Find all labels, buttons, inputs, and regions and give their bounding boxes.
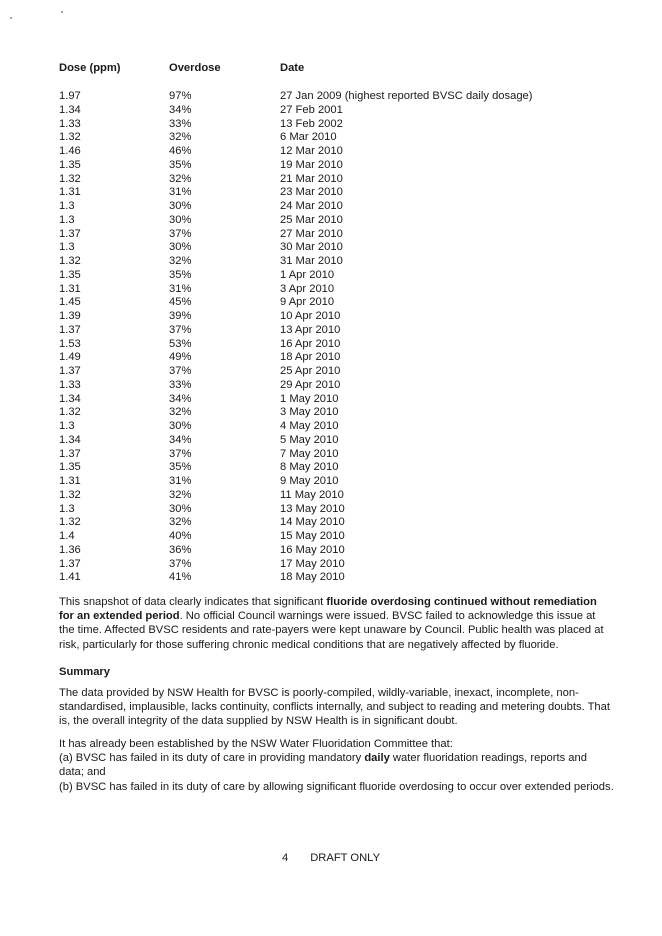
date-cell: 23 Mar 2010 bbox=[280, 186, 343, 199]
date-cell: 4 May 2010 bbox=[280, 420, 339, 432]
column-header-dose: Dose (ppm) bbox=[59, 62, 121, 74]
paragraph-text: This snapshot of data clearly indicates that significant bbox=[59, 596, 327, 608]
dose-cell: 1.53 bbox=[59, 337, 81, 350]
table-row bbox=[59, 173, 580, 187]
overdose-cell: 40% bbox=[169, 530, 192, 542]
overdose-cell: 30% bbox=[169, 213, 192, 226]
overdose-cell: 30% bbox=[169, 420, 192, 432]
date-cell: 12 Mar 2010 bbox=[280, 145, 343, 157]
table-row bbox=[59, 489, 580, 503]
overdose-cell: 97% bbox=[169, 90, 192, 102]
overdose-cell: 37% bbox=[169, 323, 192, 336]
date-cell: 3 Apr 2010 bbox=[280, 282, 335, 295]
dose-cell: 1.3 bbox=[59, 420, 75, 432]
findings-intro: It has already been established by the NSW Water Fluoridation Committee that: bbox=[59, 738, 453, 750]
table-row bbox=[59, 186, 580, 200]
overdose-cell: 32% bbox=[169, 516, 192, 529]
date-cell: 13 Feb 2002 bbox=[280, 117, 343, 130]
overdose-cell: 34% bbox=[169, 433, 192, 446]
dose-cell: 1.3 bbox=[59, 200, 75, 212]
overdose-cell: 33% bbox=[169, 117, 192, 130]
dose-cell: 1.97 bbox=[59, 90, 81, 102]
dose-cell: 1.37 bbox=[59, 227, 81, 240]
dose-cell: 1.32 bbox=[59, 255, 81, 267]
overdose-cell: 32% bbox=[169, 131, 192, 144]
date-cell: 13 May 2010 bbox=[280, 502, 345, 515]
table-row bbox=[59, 544, 580, 558]
date-cell: 13 Apr 2010 bbox=[280, 323, 341, 336]
date-cell: 9 May 2010 bbox=[280, 475, 339, 487]
overdose-cell: 32% bbox=[169, 172, 192, 185]
dose-cell: 1.35 bbox=[59, 268, 81, 281]
date-cell: 27 Mar 2010 bbox=[280, 227, 343, 240]
table-row bbox=[59, 338, 580, 352]
dose-cell: 1.3 bbox=[59, 502, 75, 515]
table-row bbox=[59, 351, 580, 365]
dose-cell: 1.46 bbox=[59, 145, 81, 157]
date-cell: 1 May 2010 bbox=[280, 392, 339, 405]
dose-cell: 1.37 bbox=[59, 557, 81, 570]
date-cell: 19 Mar 2010 bbox=[280, 158, 343, 171]
table-header-row bbox=[59, 62, 580, 90]
table-row bbox=[59, 571, 580, 585]
fluoride-dose-table bbox=[59, 62, 580, 585]
committee-findings-paragraph bbox=[59, 737, 614, 794]
table-row bbox=[59, 406, 580, 420]
dose-cell: 1.33 bbox=[59, 117, 81, 130]
dose-cell: 1.4 bbox=[59, 530, 75, 542]
date-cell: 25 Mar 2010 bbox=[280, 213, 343, 226]
finding-b: (b) BVSC has failed in its duty of care by allowing significant fluoride overdosing to occur over extended periods. bbox=[59, 780, 614, 793]
table-row bbox=[59, 200, 580, 214]
dose-cell: 1.37 bbox=[59, 323, 81, 336]
table-row bbox=[59, 324, 580, 338]
table-row bbox=[59, 118, 580, 132]
table-row bbox=[59, 269, 580, 283]
overdose-cell: 31% bbox=[169, 186, 192, 199]
table-row bbox=[59, 214, 580, 228]
date-cell: 21 Mar 2010 bbox=[280, 172, 343, 185]
date-cell: 11 May 2010 bbox=[280, 488, 344, 501]
finding-a: (a) BVSC has failed in its duty of care in providing mandatory daily water fluoridation readings, reports and data; and bbox=[59, 752, 587, 779]
paragraph-emphasis: fluoride overdosing continued without remediation for an extended period bbox=[59, 596, 597, 623]
dose-cell: 1.3 bbox=[59, 241, 75, 254]
summary-paragraph bbox=[59, 686, 614, 729]
overdose-cell: 32% bbox=[169, 406, 192, 419]
overdose-cell: 45% bbox=[169, 296, 192, 309]
overdose-cell: 31% bbox=[169, 282, 192, 295]
overdose-cell: 37% bbox=[169, 557, 192, 570]
overdose-cell: 36% bbox=[169, 543, 192, 556]
overdosing-paragraph bbox=[59, 595, 614, 652]
overdose-cell: 37% bbox=[169, 227, 192, 240]
overdose-cell: 34% bbox=[169, 103, 192, 116]
date-cell: 16 Apr 2010 bbox=[280, 337, 341, 350]
dose-cell: 1.34 bbox=[59, 433, 81, 446]
table-body bbox=[59, 90, 580, 585]
date-cell: 30 Mar 2010 bbox=[280, 241, 343, 254]
table-row bbox=[59, 434, 580, 448]
table-row bbox=[59, 159, 580, 173]
table-row bbox=[59, 448, 580, 462]
overdose-cell: 32% bbox=[169, 488, 192, 501]
dose-cell: 1.32 bbox=[59, 488, 81, 501]
paragraph-text: . No official Council warnings were issued. BVSC failed to acknowledge this issue at the time. Affected BVSC residents and rate-payers were kept unaware by Council. Public health was placed at risk, particularly for those suffering chronic medical conditions that are negatively affected by fluoride. bbox=[59, 610, 604, 651]
overdose-cell: 30% bbox=[169, 502, 192, 515]
date-cell: 7 May 2010 bbox=[280, 447, 339, 460]
date-cell: 25 Apr 2010 bbox=[280, 365, 341, 377]
overdose-cell: 34% bbox=[169, 392, 192, 405]
dose-cell: 1.35 bbox=[59, 461, 81, 474]
overdose-cell: 37% bbox=[169, 365, 192, 377]
date-cell: 18 May 2010 bbox=[280, 571, 345, 584]
dose-cell: 1.33 bbox=[59, 378, 81, 391]
table-row bbox=[59, 145, 580, 159]
overdose-cell: 53% bbox=[169, 337, 192, 350]
dose-cell: 1.32 bbox=[59, 516, 81, 529]
date-cell: 5 May 2010 bbox=[280, 433, 339, 446]
table-row bbox=[59, 516, 580, 530]
date-cell: 17 May 2010 bbox=[280, 557, 345, 570]
table-row bbox=[59, 131, 580, 145]
dose-cell: 1.37 bbox=[59, 365, 81, 377]
date-cell: 9 Apr 2010 bbox=[280, 296, 335, 309]
table-row bbox=[59, 228, 580, 242]
overdose-cell: 49% bbox=[169, 351, 192, 364]
table-row bbox=[59, 255, 580, 269]
dose-cell: 1.36 bbox=[59, 543, 81, 556]
table-row bbox=[59, 283, 580, 297]
dose-cell: 1.31 bbox=[59, 282, 81, 295]
date-cell: 6 Mar 2010 bbox=[280, 131, 337, 144]
overdose-cell: 30% bbox=[169, 200, 192, 212]
table-row bbox=[59, 104, 580, 118]
dose-cell: 1.34 bbox=[59, 392, 81, 405]
overdose-cell: 39% bbox=[169, 310, 192, 322]
date-cell: 16 May 2010 bbox=[280, 543, 345, 556]
overdose-cell: 35% bbox=[169, 461, 192, 474]
dose-cell: 1.34 bbox=[59, 103, 81, 116]
dose-cell: 1.3 bbox=[59, 213, 75, 226]
date-cell: 18 Apr 2010 bbox=[280, 351, 341, 364]
table-row bbox=[59, 310, 580, 324]
paragraph-text: The data provided by NSW Health for BVSC is poorly-compiled, wildly-variable, inexact, incomplete, non-standardised, implausible, lacks continuity, conflicts internally, and subject to reading and metering doubts. That is, the overall integrity of the data supplied by NSW Health is in significant doubt. bbox=[59, 687, 610, 728]
overdose-cell: 31% bbox=[169, 475, 192, 487]
dose-cell: 1.32 bbox=[59, 406, 81, 419]
scan-speck bbox=[10, 17, 12, 19]
date-cell: 14 May 2010 bbox=[280, 516, 345, 529]
column-header-date: Date bbox=[280, 62, 305, 74]
date-cell: 27 Feb 2001 bbox=[280, 103, 343, 116]
date-cell: 1 Apr 2010 bbox=[280, 268, 335, 281]
dose-cell: 1.32 bbox=[59, 172, 81, 185]
date-cell: 29 Apr 2010 bbox=[280, 378, 341, 391]
date-cell: 3 May 2010 bbox=[280, 406, 339, 419]
table-row bbox=[59, 461, 580, 475]
dose-cell: 1.31 bbox=[59, 475, 81, 487]
dose-cell: 1.32 bbox=[59, 131, 81, 144]
draft-label: DRAFT ONLY bbox=[310, 852, 381, 864]
table-row bbox=[59, 90, 580, 104]
dose-cell: 1.49 bbox=[59, 351, 81, 364]
page-number: 4 bbox=[281, 852, 289, 864]
date-cell: 8 May 2010 bbox=[280, 461, 339, 474]
overdose-cell: 30% bbox=[169, 241, 192, 254]
dose-cell: 1.37 bbox=[59, 447, 81, 460]
overdose-cell: 32% bbox=[169, 255, 192, 267]
table-row bbox=[59, 365, 580, 379]
table-row bbox=[59, 241, 580, 255]
table-row bbox=[59, 393, 580, 407]
table-row bbox=[59, 503, 580, 517]
page-footer bbox=[0, 852, 662, 864]
dose-cell: 1.45 bbox=[59, 296, 81, 309]
table-row bbox=[59, 420, 580, 434]
date-cell: 10 Apr 2010 bbox=[280, 310, 341, 322]
overdose-cell: 35% bbox=[169, 268, 192, 281]
table-row bbox=[59, 530, 580, 544]
table-row bbox=[59, 379, 580, 393]
overdose-cell: 37% bbox=[169, 447, 192, 460]
overdose-cell: 41% bbox=[169, 571, 192, 584]
date-cell: 31 Mar 2010 bbox=[280, 255, 343, 267]
summary-heading: Summary bbox=[59, 666, 110, 678]
dose-cell: 1.35 bbox=[59, 158, 81, 171]
dose-cell: 1.31 bbox=[59, 186, 81, 199]
dose-cell: 1.39 bbox=[59, 310, 81, 322]
scan-speck bbox=[61, 11, 63, 13]
table-row bbox=[59, 558, 580, 572]
overdose-cell: 35% bbox=[169, 158, 192, 171]
overdose-cell: 46% bbox=[169, 145, 192, 157]
dose-cell: 1.41 bbox=[59, 571, 81, 584]
overdose-cell: 33% bbox=[169, 378, 192, 391]
table-row bbox=[59, 296, 580, 310]
date-cell: 27 Jan 2009 (highest reported BVSC daily dosage) bbox=[280, 90, 533, 102]
date-cell: 15 May 2010 bbox=[280, 530, 345, 542]
date-cell: 24 Mar 2010 bbox=[280, 200, 343, 212]
table-row bbox=[59, 475, 580, 489]
column-header-overdose: Overdose bbox=[169, 62, 221, 74]
